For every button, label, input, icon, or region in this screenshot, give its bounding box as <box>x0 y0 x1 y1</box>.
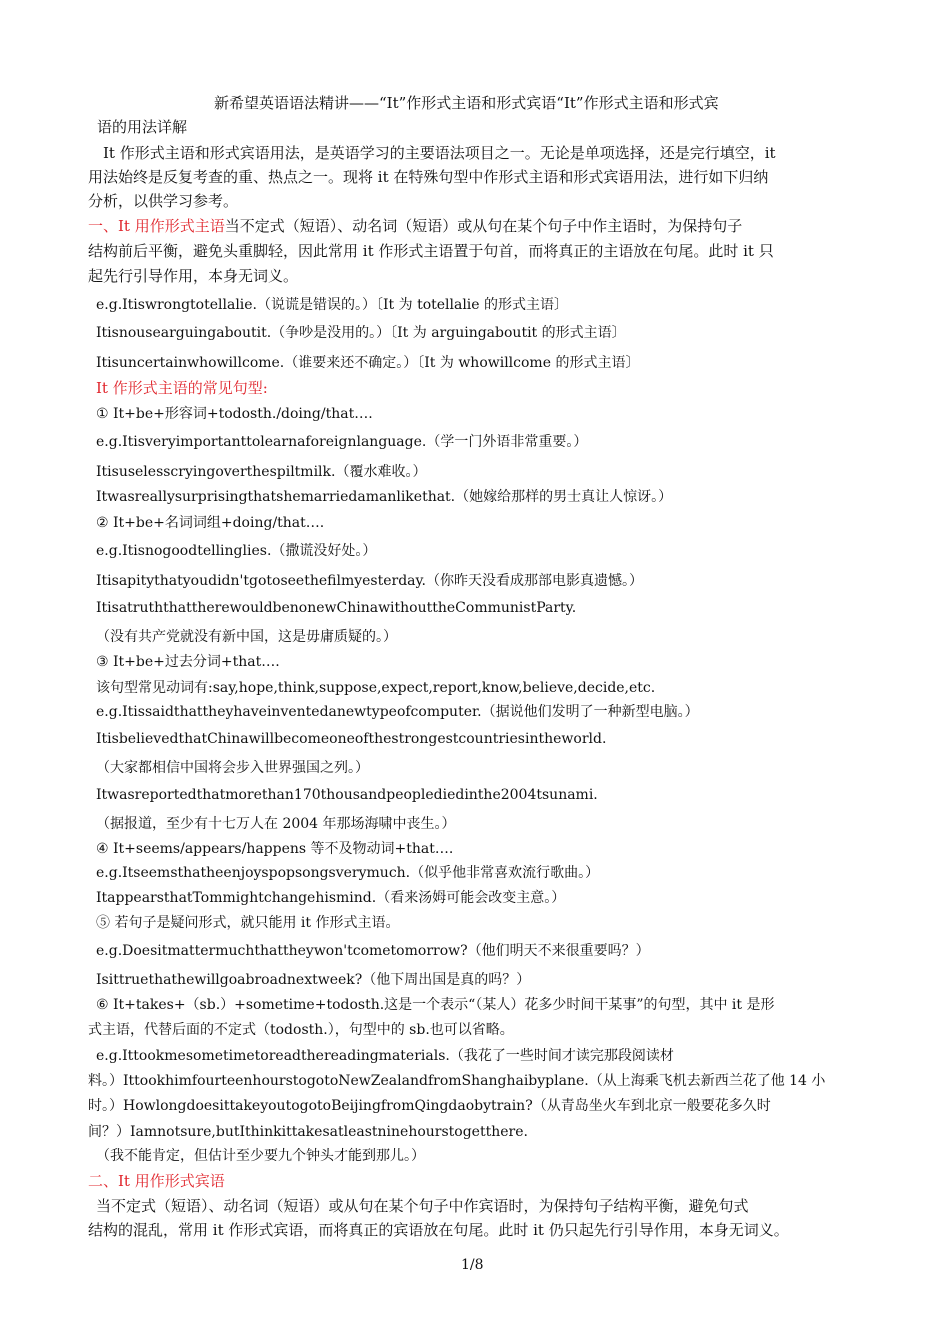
section-1-text: 结构前后平衡，避免头重脚轻，因此常用 it 作形式主语置于句首，而将真正的主语放在句尾。此时 it 只 <box>88 242 774 260</box>
example-line: Itisuncertainwhowillcome.（谁要来还不确定。）〔It 为 whowillcome 的形式主语〕 <box>96 355 640 371</box>
section-1-intro <box>88 215 742 237</box>
section-1-heading: 一、It 用作形式主语 <box>88 217 225 235</box>
example-line: Itisapitythatyoudidn'tgotoseethefilmyesterday.（你昨天没看成那部电影真遗憾。） <box>96 573 644 589</box>
example-line: 间？）Iamnotsure,butIthinkittakesatleastninehourstogetthere. <box>88 1124 528 1140</box>
example-line: Itisnousearguingaboutit.（争吵是没用的。）〔It 为 arguingaboutit 的形式主语〕 <box>96 325 626 341</box>
intro-line: 用法始终是反复考查的重、热点之一。现将 it 在特殊句型中作形式主语和形式宾语用法，进行如下归纳 <box>88 168 769 186</box>
example-line: ItappearsthatTommightchangehismind.（看来汤姆可能会改变主意。） <box>96 890 566 906</box>
page-title-line-1: 新希望英语语法精讲——“It”作形式主语和形式宾语“It”作形式主语和形式宾 <box>214 94 719 112</box>
example-line: Isittruethathewillgoabroadnextweek?（他下周出国是真的吗？） <box>96 972 531 988</box>
example-line: ItisbelievedthatChinawillbecomeoneofthestrongestcountriesintheworld. <box>96 731 607 747</box>
section-2-heading: 二、It 用作形式宾语 <box>88 1172 225 1190</box>
example-line: e.g.Itseemsthatheenjoyspopsongsverymuch.（似乎他非常喜欢流行歌曲。） <box>96 865 600 881</box>
example-line: 时。）HowlongdoesittakeyoutogotoBeijingfromQingdaobytrain?（从青岛坐火车到北京一般要花多久时 <box>88 1098 771 1114</box>
example-line: Itisuselesscryingoverthespiltmilk.（覆水难收。） <box>96 464 427 480</box>
example-line: 该句型常见动词有:say,hope,think,suppose,expect,report,know,believe,decide,etc. <box>96 680 656 696</box>
example-line: 料。）IttookhimfourteenhourstogotoNewZealandfromShanghaibyplane.（从上海乘飞机去新西兰花了他 14 小 <box>88 1073 826 1089</box>
example-line: Itwasreportedthatmorethan170thousandpeoplediedinthe2004tsunami. <box>96 787 598 803</box>
pattern-4: ④ It+seems/appears/happens 等不及物动词+that…. <box>96 841 454 857</box>
page-number: 1/8 <box>461 1257 484 1273</box>
example-line: （我不能肯定，但估计至少要九个钟头才能到那儿。） <box>96 1148 425 1164</box>
example-line: e.g.Itissaidthattheyhaveinventedanewtypeofcomputer.（据说他们发明了一种新型电脑。） <box>96 704 699 720</box>
section-1-text: 起先行引导作用，本身无词义。 <box>88 267 299 285</box>
example-line: Itwasreallysurprisingthatshemarriedamanlikethat.（她嫁给那样的男士真让人惊讶。） <box>96 489 673 505</box>
pattern-2: ② It+be+名词词组+doing/that…. <box>96 515 325 531</box>
example-line: e.g.Itisveryimportanttolearnaforeignlanguage.（学一门外语非常重要。） <box>96 434 588 450</box>
section-2-text: 结构的混乱，常用 it 作形式宾语，而将真正的宾语放在句尾。此时 it 仍只起先行引导作用，本身无词义。 <box>88 1221 789 1239</box>
example-line: （大家都相信中国将会步入世界强国之列。） <box>96 760 369 776</box>
pattern-6-text: 式主语，代替后面的不定式（todosth.），句型中的 sb.也可以省略。 <box>88 1022 514 1038</box>
intro-line: 分析，以供学习参考。 <box>88 192 239 210</box>
example-line: （据报道，至少有十七万人在 2004 年那场海啸中丧生。） <box>96 816 456 832</box>
section-1-text: 当不定式（短语）、动名词（短语）或从句在某个句子中作主语时，为保持句子 <box>224 217 743 235</box>
pattern-3: ③ It+be+过去分词+that…. <box>96 654 280 670</box>
example-line: e.g.Doesitmattermuchthattheywon'tcometomorrow?（他们明天不来很重要吗？） <box>96 943 650 959</box>
section-2-text: 当不定式（短语）、动名词（短语）或从句在某个句子中作宾语时，为保持句子结构平衡，避免句式 <box>96 1197 749 1215</box>
example-line: e.g.Itisnogoodtellinglies.（撒谎没好处。） <box>96 543 377 559</box>
patterns-heading: It 作形式主语的常见句型: <box>96 379 268 397</box>
example-line: （没有共产党就没有新中国，这是毋庸质疑的。） <box>96 629 397 645</box>
example-line: e.g.Itiswrongtotellalie.（说谎是错误的。）〔It 为 totellalie 的形式主语〕 <box>96 297 569 313</box>
pattern-5: ⑤ 若句子是疑问形式，就只能用 it 作形式主语。 <box>96 915 400 931</box>
example-line: e.g.Ittookmesometimetoreadthereadingmaterials.（我花了一些时间才读完那段阅读材 <box>96 1048 674 1064</box>
pattern-6: ⑥ It+takes+（sb.）+sometime+todosth.这是一个表示“（某人）花多少时间干某事”的句型，其中 it 是形 <box>96 997 775 1013</box>
page-title-line-2: 语的用法详解 <box>97 118 188 136</box>
example-line: ItisatruththattherewouldbenonewChinawithouttheCommunistParty. <box>96 600 577 616</box>
intro-line: It 作形式主语和形式宾语用法，是英语学习的主要语法项目之一。无论是单项选择，还是完行填空，it <box>103 144 776 162</box>
pattern-1: ① It+be+形容词+todosth./doing/that…. <box>96 406 373 422</box>
